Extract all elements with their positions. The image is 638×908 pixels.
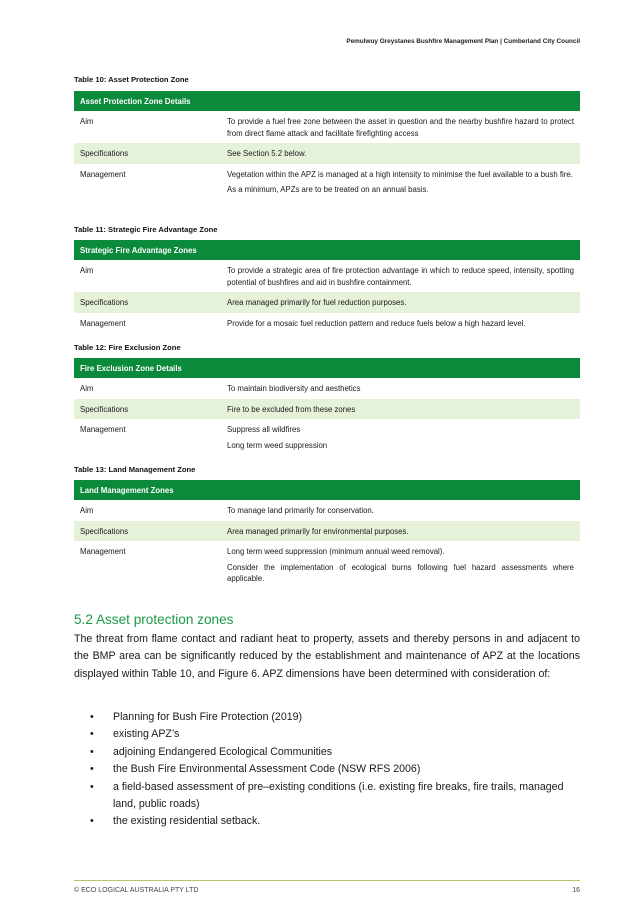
section-paragraph: The threat from flame contact and radiant heat to property, assets and thereby persons in and adjacent to the BMP area can be significantly reduced by the establishment and maintenance of APZ at the locations displayed within Table 10, and Figure 6. APZ dimensions have been determined with consideration of:	[74, 633, 580, 680]
row-value: To provide a fuel free zone between the asset in question and the nearby bushfire hazard to protect from direct flame attack and facilitate firefighting access	[227, 117, 574, 138]
table-row	[74, 500, 580, 521]
bullet-icon: •	[90, 745, 94, 758]
table-caption: Table 12: Fire Exclusion Zone	[74, 343, 181, 352]
table-row	[74, 143, 580, 164]
row-value: To provide a strategic area of fire protection advantage in which to reduce speed, intensity, spotting potential of bushfires and aid in bushfire containment.	[227, 266, 574, 287]
table-caption: Table 11: Strategic Fire Advantage Zone	[74, 225, 218, 234]
row-label: Specifications	[74, 521, 221, 542]
row-value: Long term weed suppression (minimum annual weed removal). Consider the implementation of ecological burns following fuel hazard assessments where applicable.	[227, 547, 574, 583]
asset-protection-zone-table	[74, 91, 580, 200]
consideration-list	[88, 709, 583, 831]
strategic-fire-advantage-zone-table	[74, 240, 580, 333]
row-label: Specifications	[74, 399, 221, 420]
table-row	[74, 260, 580, 292]
table-heading: Asset Protection Zone Details	[74, 91, 580, 111]
row-value: See Section 5.2 below.	[221, 143, 580, 164]
row-label: Aim	[80, 384, 94, 393]
section-title: Asset protection zones	[95, 612, 234, 627]
table-row	[74, 292, 580, 313]
row-value: Fire to be excluded from these zones	[221, 399, 580, 420]
row-label: Aim	[80, 266, 94, 275]
row-label: Aim	[80, 117, 94, 126]
section-heading	[74, 612, 233, 627]
section-number: 5.2	[74, 612, 93, 627]
bullet-icon: •	[90, 780, 94, 793]
table-heading: Land Management Zones	[74, 480, 580, 500]
row-label: Management	[80, 547, 126, 556]
bullet-icon: •	[90, 763, 94, 776]
table-row	[74, 313, 580, 334]
table-row	[74, 521, 580, 542]
row-label: Specifications	[74, 292, 221, 313]
list-item: • a field-based assessment of pre–existing conditions (i.e. existing fire breaks, fire trails, managed land, public roads)	[90, 780, 564, 811]
row-value: To manage land primarily for conservation.	[227, 506, 374, 515]
row-label: Management	[80, 169, 126, 179]
row-value: Area managed primarily for fuel reduction purposes.	[221, 292, 580, 313]
row-label: Aim	[80, 506, 94, 515]
list-item: • Planning for Bush Fire Protection (2019)	[88, 709, 583, 726]
table-heading: Fire Exclusion Zone Details	[74, 358, 580, 378]
row-value: Area managed primarily for environmental purposes.	[221, 521, 580, 542]
table-row	[74, 378, 580, 399]
fire-exclusion-zone-table	[74, 358, 580, 455]
bullet-icon: •	[90, 728, 94, 741]
row-label: Management	[80, 318, 126, 328]
row-value: Vegetation within the APZ is managed at a high intensity to minimise the fuel available to a bush fire. As a minimum, APZs are to be treated on an annual basis.	[227, 169, 573, 194]
table-heading: Strategic Fire Advantage Zones	[74, 240, 580, 260]
page-number: 16	[572, 887, 580, 894]
row-label: Management	[80, 425, 126, 434]
table-row	[74, 111, 580, 143]
row-value: To maintain biodiversity and aesthetics	[227, 384, 361, 393]
table-row	[74, 419, 580, 455]
list-item: • existing APZ’s	[88, 726, 583, 743]
bullet-icon: •	[90, 711, 94, 723]
land-management-zone-table	[74, 480, 580, 589]
list-item: • adjoining Endangered Ecological Communities	[88, 744, 583, 761]
table-row	[74, 399, 580, 420]
list-item: • the existing residential setback.	[88, 813, 583, 830]
running-header: Pemulwuy Greystanes Bushfire Management Plan | Cumberland City Council	[346, 38, 580, 45]
bullet-icon: •	[90, 815, 94, 828]
table-caption: Table 10: Asset Protection Zone	[74, 75, 189, 84]
row-label: Specifications	[74, 143, 221, 164]
table-caption: Table 13: Land Management Zone	[74, 465, 196, 474]
list-item: • the Bush Fire Environmental Assessment Code (NSW RFS 2006)	[88, 761, 583, 778]
table-row	[74, 164, 580, 200]
row-value: Provide for a mosaic fuel reduction pattern and reduce fuels below a high hazard level.	[227, 318, 526, 328]
footer-copyright: © ECO LOGICAL AUSTRALIA PTY LTD	[74, 887, 199, 894]
row-value: Suppress all wildfires Long term weed suppression	[227, 425, 328, 450]
table-row	[74, 541, 580, 589]
footer-divider	[74, 880, 580, 881]
